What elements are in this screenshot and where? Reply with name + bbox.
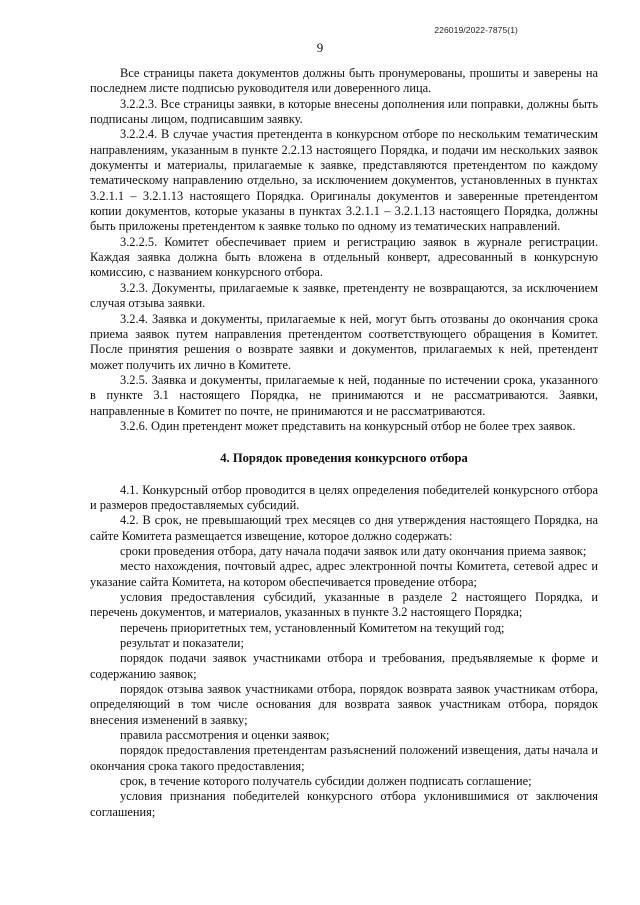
list-item: порядок подачи заявок участниками отбора и требования, предъявляемые к форме и содержанию заявок;: [90, 651, 598, 681]
list-item: место нахождения, почтовый адрес, адрес электронной почты Комитета, сетевой адрес и указание сайта Комитета, на котором обеспечивается проведение отбора;: [90, 559, 598, 589]
list-item: результат и показатели;: [120, 636, 244, 651]
paragraph-3-2-2-3: 3.2.2.3. Все страницы заявки, в которые внесены дополнения или поправки, должны быть подписаны лицом, подписавшим заявку.: [90, 96, 598, 127]
paragraph: Все страницы пакета документов должны быть пронумерованы, прошиты и заверены на последнем листе подписью руководителя или доверенного лица.: [90, 66, 598, 96]
paragraph-4-1: 4.1. Конкурсный отбор проводится в целях определения победителей конкурсного отбора и размеров предоставляемых субсидий.: [90, 482, 598, 512]
list-item: условия предоставления субсидий, указанные в разделе 2 настоящего Порядка, и перечень документов, и материалов, указанных в пункте 3.2 настоящего Порядка;: [90, 590, 598, 620]
paragraph-3-2-6: 3.2.6. Один претендент может представить на конкурсный отбор не более трех заявок.: [120, 418, 576, 433]
paragraph-3-2-3: 3.2.3. Документы, прилагаемые к заявке, претенденту не возвращаются, за исключением случая отзыва заявки.: [90, 280, 598, 311]
paragraph-3-2-5: 3.2.5. Заявка и документы, прилагаемые к ней, поданные по истечении срока, указанного в пункте 3.1 настоящего Порядка, не принимаются и не рассматриваются. Заявки, направленные в Комитет по почте, не принимаются и не рассматриваются.: [90, 372, 598, 418]
paragraph-3-2-4: 3.2.4. Заявка и документы, прилагаемые к ней, могут быть отозваны до окончания срока приема заявок путем направления претендентом соответствующего обращения в Комитет. После принятия решения о возврате заявки и документов, прилагаемых к ней, претендент может получить их лично в Комитете.: [90, 311, 598, 372]
list-item: перечень приоритетных тем, установленный Комитетом на текущий год;: [120, 620, 505, 635]
list-item: порядок отзыва заявок участниками отбора, порядок возврата заявок участникам отбора, определяющий в том числе основания для возврата заявок участникам отбора, порядок внесения изменений в заявку;: [90, 682, 598, 727]
document-body: [90, 65, 598, 820]
page-number: 9: [316, 40, 324, 55]
section-title: 4. Порядок проведения конкурсного отбора: [220, 451, 468, 466]
list-item: условия признания победителей конкурсного отбора уклонившимися от заключения соглашения;: [90, 789, 598, 819]
document-id: 226019/2022-7875(1): [434, 25, 518, 35]
list-item: срок, в течение которого получатель субсидии должен подписать соглашение;: [120, 774, 532, 789]
paragraph-3-2-2-4: 3.2.2.4. В случае участия претендента в конкурсном отборе по нескольким тематическим направлениям, указанным в пункте 2.2.13 настоящего Порядка, и подачи им нескольких заявок документы и материалы, прилагаемые к заявке, представляются претендентом по каждому тематическому направлению отдельно, за исключением документов, установленных в пунктах 3.2.1.1 – 3.2.1.13 настоящего Порядка. Оригиналы документов и заверенные претендентом копии документов, которые указаны в пунктах 3.2.1.1 – 3.2.1.13 настоящего Порядка, должны быть приложены претендентом к заявке только по одному из тематических направлений.: [90, 127, 598, 234]
list-item: правила рассмотрения и оценки заявок;: [120, 728, 330, 743]
list-item: порядок предоставления претендентам разъяснений положений извещения, даты начала и окончания срока такого предоставления;: [90, 743, 598, 773]
paragraph-3-2-2-5: 3.2.2.5. Комитет обеспечивает прием и регистрацию заявок в журнале регистрации. Каждая заявка должна быть вложена в отдельный конверт, адресованный в конкурсную комиссию, с названием конкурсного отбора.: [90, 234, 598, 280]
paragraph-4-2: 4.2. В срок, не превышающий трех месяцев со дня утверждения настоящего Порядка, на сайте Комитета размещается извещение, которое должно содержать:: [90, 513, 598, 543]
list-item: сроки проведения отбора, дату начала подачи заявок или дату окончания приема заявок;: [120, 543, 587, 558]
